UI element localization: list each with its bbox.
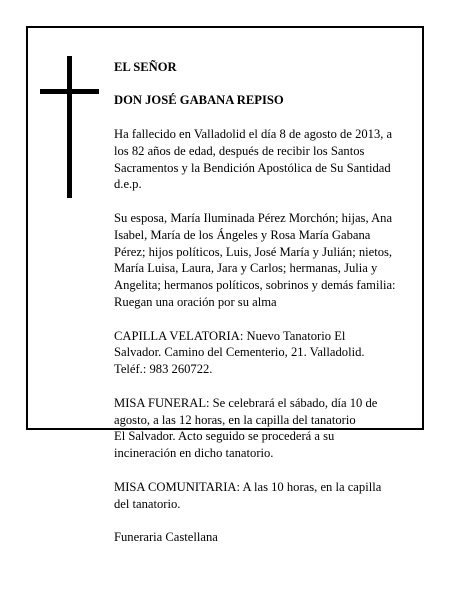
wake-chapel-info: CAPILLA VELATORIA: Nuevo Tanatorio El Salvador. Camino del Cementerio, 21. Valladolid. Teléf.: 983 260722. (114, 328, 365, 377)
death-announcement: Ha fallecido en Valladolid el día 8 de agosto de 2013, a los 82 años de edad, después de recibir los Santos Sacramentos y la Bendición Apostólica de Su Santidad d.e.p. (114, 126, 393, 192)
title-line-1: EL SEÑOR (114, 59, 177, 74)
funeral-home-name: Funeraria Castellana (114, 530, 218, 545)
cross-vertical-bar (67, 56, 72, 198)
title-line-2: DON JOSÉ GABANA REPISO (114, 93, 284, 108)
obituary-notice (26, 26, 424, 545)
family-list: Su esposa, María Iluminada Pérez Morchón; hijas, Ana Isabel, María de los Ángeles y Rosa María Gabana Pérez; hijos políticos, Luis, José María y Julián; nietos, María Luisa, Laura, Jara y Carlos; hermanas, Julia y Angelita; hermanos políticos, sobrinos y demás familia: Ruegan una oración por su alma (114, 210, 396, 309)
community-mass-info: MISA COMUNITARIA: A las 10 horas, en la capilla del tanatorio. (114, 479, 382, 511)
obituary-text (114, 42, 420, 563)
funeral-mass-info: MISA FUNERAL: Se celebrará el sábado, día 10 de agosto, a las 12 horas, en la capilla del tanatorio El Salvador. Acto seguido se procederá a su incineración en dicho tanatorio. (114, 395, 378, 461)
cross-horizontal-bar (40, 89, 99, 94)
